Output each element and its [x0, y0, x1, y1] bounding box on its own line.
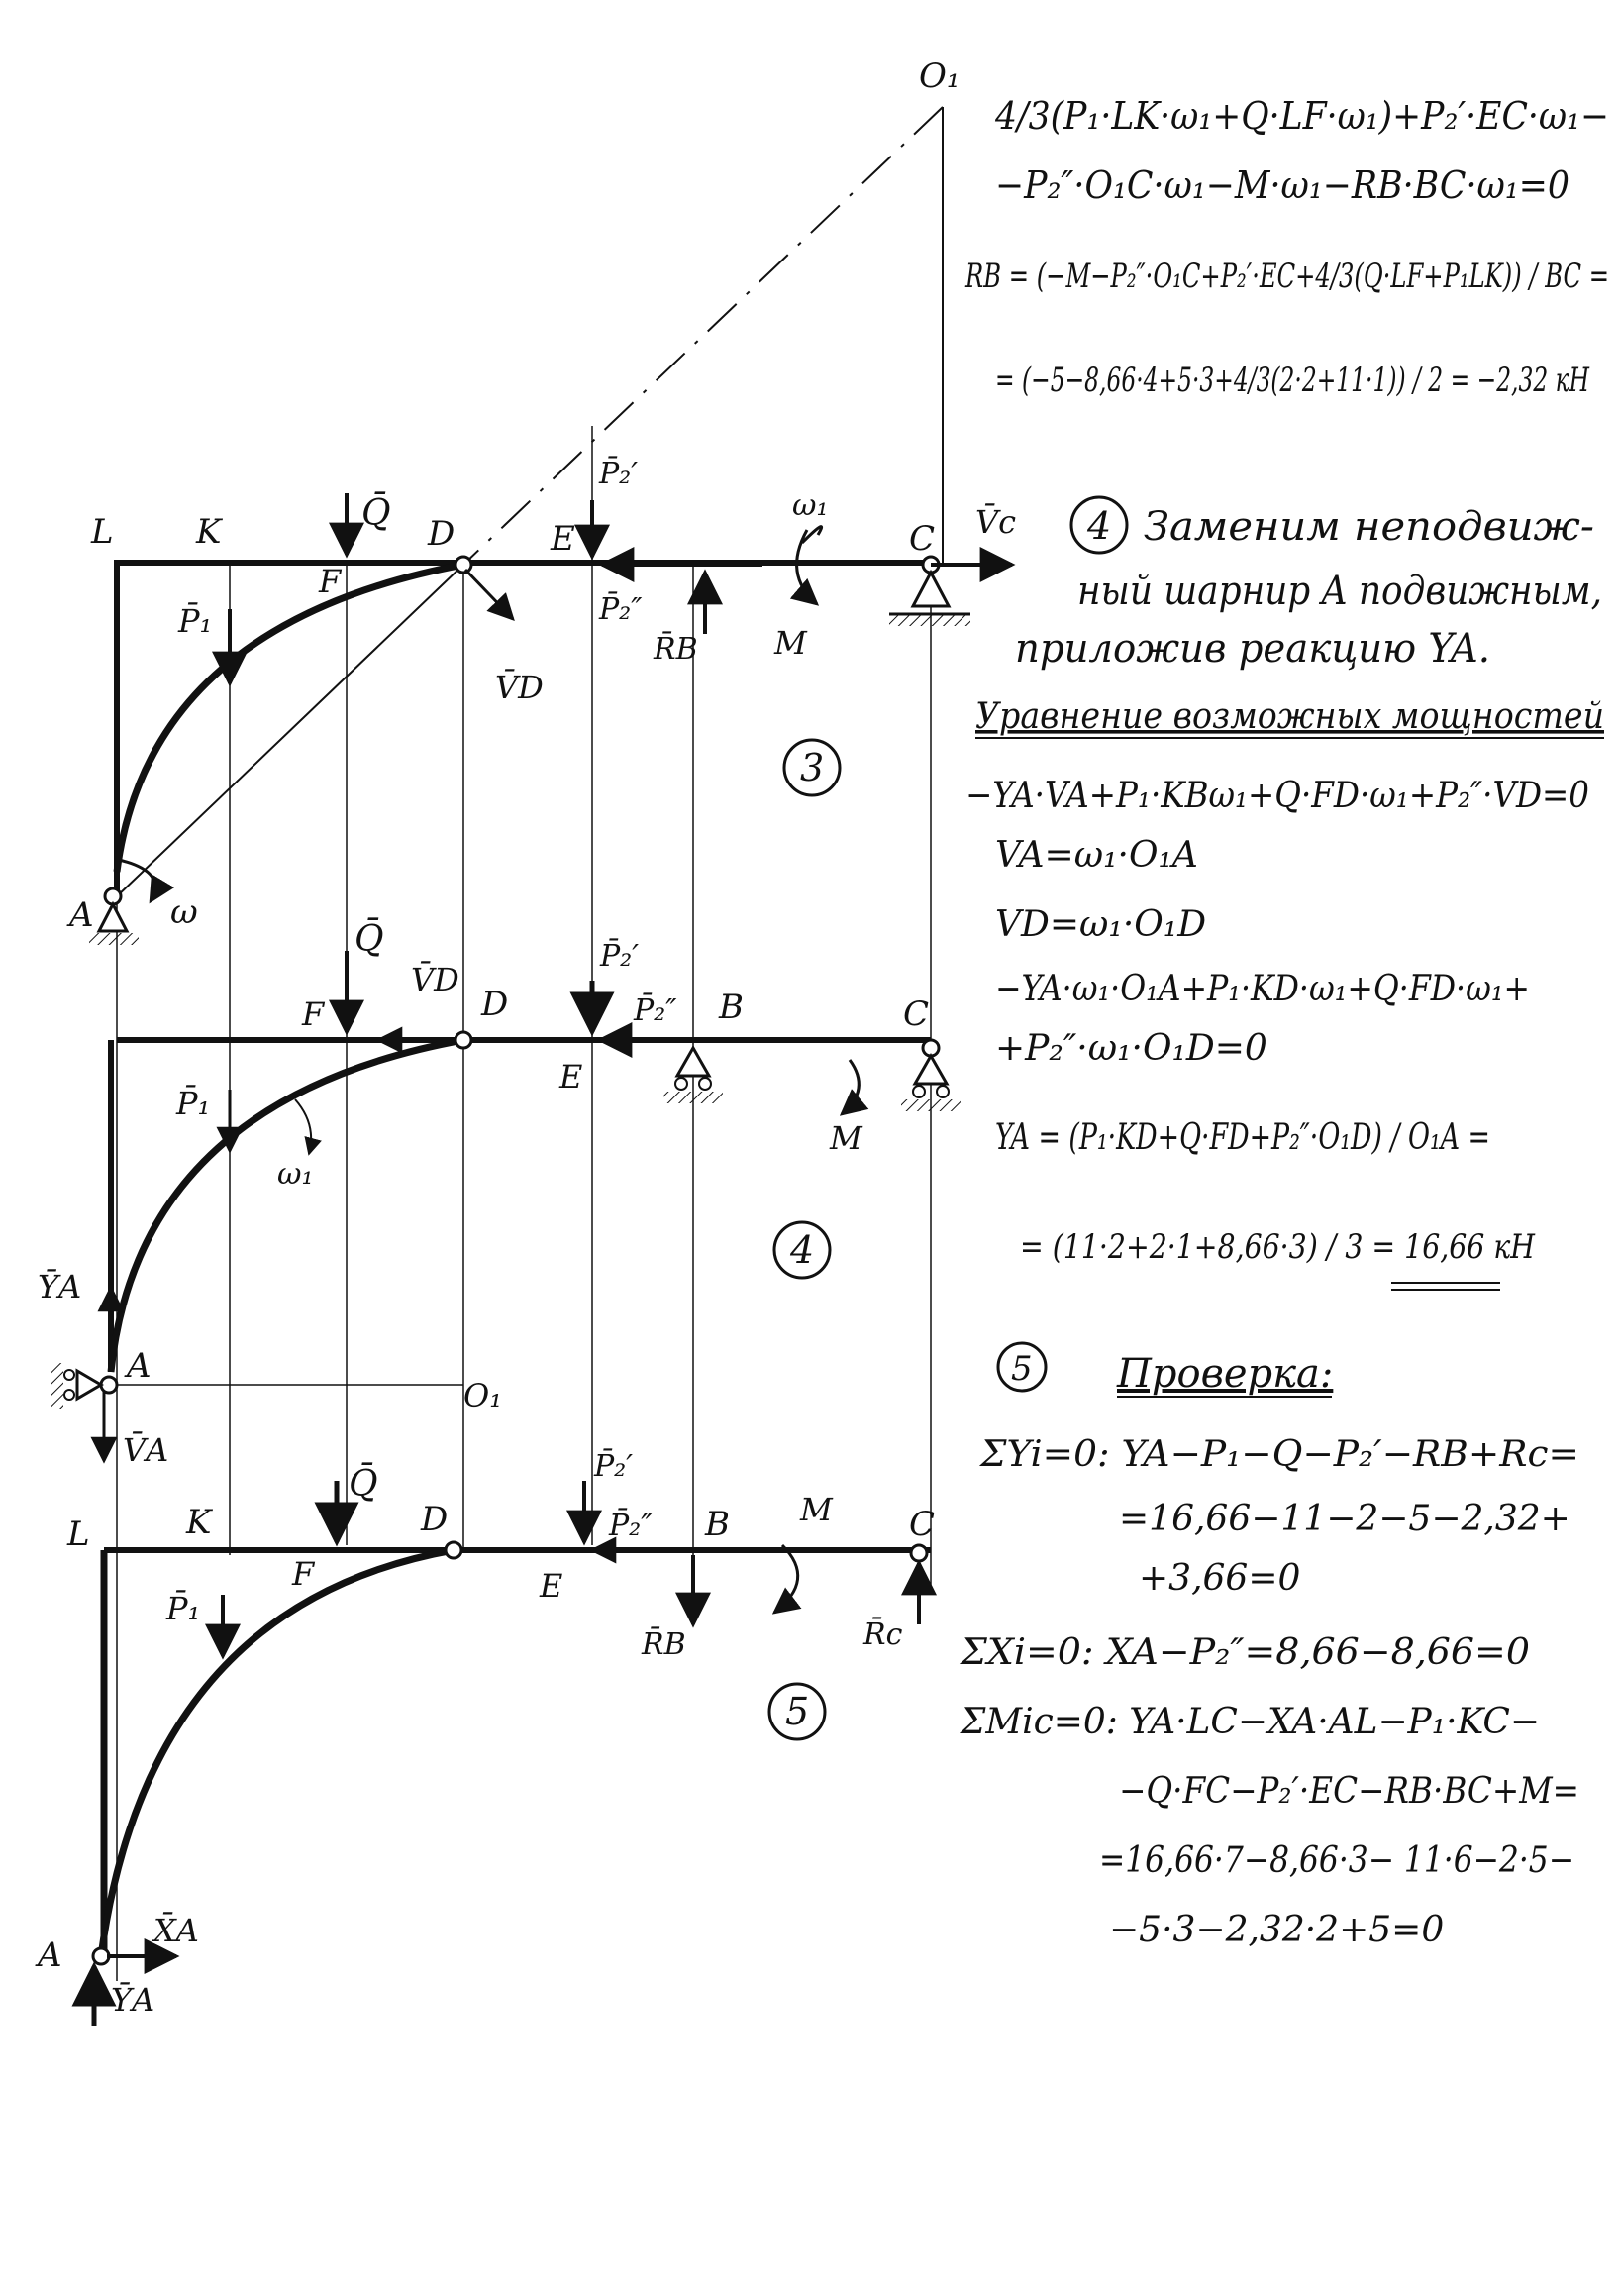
label-rb: R̄B [654, 632, 698, 667]
step-4-text-line-3: приложив реакцию YA. [1015, 626, 1490, 672]
label-b: B [705, 1505, 730, 1544]
diagram-number-3: 3 [800, 746, 825, 789]
label-d: D [428, 514, 456, 554]
equation-rb-line-1: RB = (−M−P₂″·O₁C+P₂′·EC+4/3(Q·LF+P₁LK)) / BC = [964, 257, 1609, 296]
check-title: Проверка: [1117, 1351, 1334, 1397]
label-xa: X̄A [153, 1912, 199, 1949]
ya-equation-line-2: = (11·2+2·1+8,66·3) / 3 = 16,66 кН [1020, 1227, 1537, 1267]
label-p2-prime: P̄₂′ [600, 939, 640, 974]
power-equation-line-4: −YA·ω₁·O₁A+P₁·KD·ω₁+Q·FD·ω₁+ [995, 969, 1530, 1009]
label-rc: R̄c [863, 1618, 903, 1652]
check-line-8: −5·3−2,32·2+5=0 [1109, 1910, 1445, 1950]
diagram-3-labels [66, 56, 1016, 935]
label-omega1: ω₁ [277, 1157, 314, 1192]
check-line-5: ΣMic=0: YA·LC−XA·AL−P₁·KC− [959, 1702, 1540, 1742]
label-va: V̄A [123, 1431, 169, 1469]
label-b: B [719, 988, 744, 1027]
power-equation-line-2: VA=ω₁·O₁A [995, 835, 1198, 876]
equation-rb-line-2: = (−5−8,66·4+5·3+4/3(2·2+11·1)) / 2 = −2,32 кН [995, 361, 1590, 400]
equation-top-line-2: −P₂″·O₁C·ω₁−M·ω₁−RB·BC·ω₁=0 [995, 163, 1569, 207]
power-equation-line-3: VD=ω₁·O₁D [995, 904, 1207, 945]
label-p1: P̄₁ [176, 1085, 211, 1122]
label-omega: ω [170, 892, 198, 932]
label-ya: ȲA [111, 1981, 155, 2019]
step-5-number: 5 [1011, 1349, 1033, 1389]
label-q: Q̄ [354, 919, 384, 960]
label-l: L [91, 512, 114, 552]
label-o1: O₁ [463, 1377, 503, 1414]
label-o1: O₁ [919, 56, 961, 96]
label-p2-double-prime: P̄₂″ [599, 592, 643, 627]
check-line-6: −Q·FC−P₂′·EC−RB·BC+M= [1119, 1771, 1579, 1812]
label-m: M [800, 1491, 833, 1528]
power-equation-title: Уравнение возможных мощностей [975, 696, 1604, 737]
check-line-2: =16,66−11−2−5−2,32+ [1119, 1499, 1570, 1539]
label-d: D [421, 1500, 449, 1539]
diagram-number-4: 4 [790, 1228, 815, 1272]
power-equation-line-1: −YA·VA+P₁·KBω₁+Q·FD·ω₁+P₂″·VD=0 [965, 776, 1589, 816]
label-k: K [186, 1503, 212, 1542]
solution-text [959, 94, 1609, 1950]
diagram-3 [89, 107, 1012, 1981]
label-p2-double-prime: P̄₂″ [609, 1509, 653, 1543]
label-c: C [909, 1505, 936, 1544]
step-4-text-line-2: ный шарнир A подвижным, [1077, 569, 1602, 614]
label-d: D [481, 985, 509, 1024]
label-omega1: ω₁ [792, 488, 829, 523]
label-a: A [38, 1935, 62, 1975]
label-p1: P̄₁ [178, 602, 213, 640]
label-e: E [540, 1567, 563, 1605]
label-f: F [302, 995, 325, 1033]
label-m: M [830, 1119, 862, 1157]
equation-top-line-1: 4/3(P₁·LK·ω₁+Q·LF·ω₁)+P₂′·EC·ω₁− [994, 94, 1609, 138]
label-f: F [319, 563, 342, 600]
label-a: A [69, 895, 94, 935]
label-e: E [551, 519, 575, 559]
label-p1: P̄₁ [166, 1590, 201, 1627]
label-c: C [909, 519, 936, 559]
diagram-4 [51, 951, 961, 1461]
label-p2-double-prime: P̄₂″ [634, 993, 677, 1028]
step-4-number: 4 [1087, 504, 1112, 548]
label-p2-prime: P̄₂′ [599, 457, 639, 491]
label-vd: V̄D [495, 669, 544, 706]
check-line-3: +3,66=0 [1139, 1558, 1301, 1599]
label-q: Q̄ [349, 1464, 378, 1505]
label-rb: R̄B [642, 1627, 686, 1662]
label-ya: ȲA [38, 1268, 82, 1305]
label-f: F [292, 1555, 315, 1593]
label-q: Q̄ [361, 493, 391, 534]
power-equation-line-5: +P₂″·ω₁·O₁D=0 [995, 1028, 1267, 1069]
check-line-4: ΣXi=0: XA−P₂″=8,66−8,66=0 [958, 1632, 1530, 1673]
label-vc: V̄c [975, 503, 1017, 541]
label-l: L [67, 1514, 90, 1554]
diagram-5 [93, 1481, 931, 2026]
label-c: C [903, 994, 930, 1034]
label-k: K [196, 512, 222, 552]
check-line-7: =16,66·7−8,66·3− 11·6−2·5− [1099, 1840, 1574, 1881]
ya-equation-line-1: YA = (P₁·KD+Q·FD+P₂″·O₁D) / O₁A = [995, 1117, 1490, 1158]
step-4-text-line-1: Заменим неподвиж- [1144, 504, 1594, 550]
label-m: M [774, 624, 807, 662]
label-e: E [559, 1058, 583, 1096]
label-vd: V̄D [411, 961, 459, 998]
diagram-4-labels [38, 917, 929, 1469]
check-line-1: ΣYi=0: YA−P₁−Q−P₂′−RB+Rc= [977, 1434, 1579, 1475]
diagram-number-5: 5 [785, 1690, 810, 1733]
label-a: A [127, 1346, 152, 1386]
label-p2-prime: P̄₂′ [594, 1449, 634, 1484]
